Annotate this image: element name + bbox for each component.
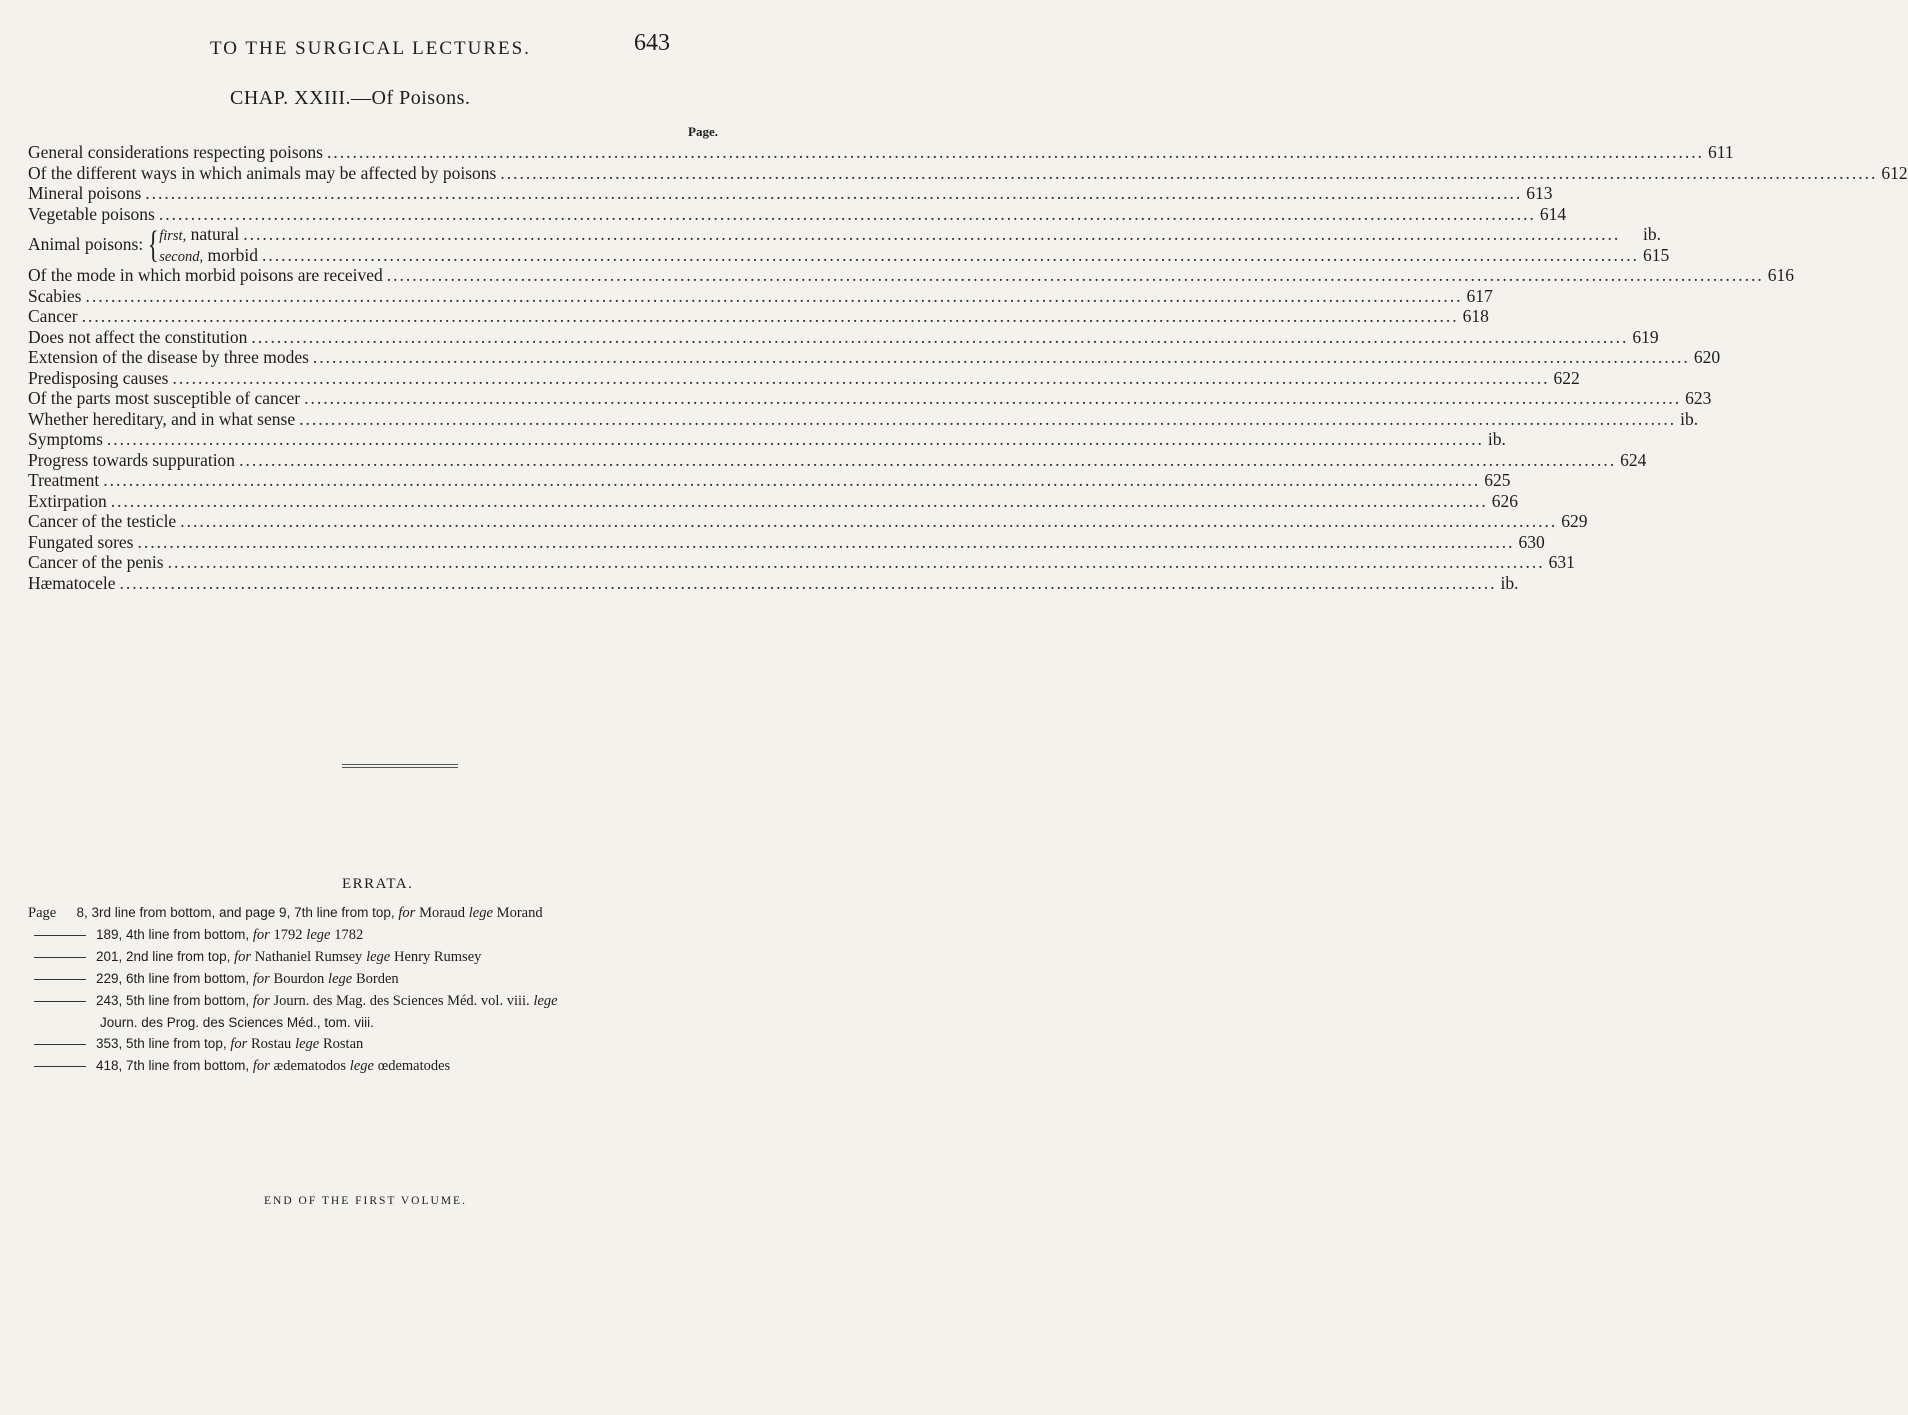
dot-leader [299, 409, 1676, 430]
toc-entry [28, 470, 1511, 491]
toc-entry-page: ib. [1487, 429, 1506, 449]
toc-entry [28, 572, 1519, 594]
ditto-dash [34, 935, 86, 936]
toc-entry-page: ib. [1500, 572, 1519, 593]
dot-leader [239, 450, 1616, 471]
errata-lege: lege [295, 1036, 320, 1052]
toc-entry-page: 619 [1632, 326, 1659, 347]
errata-for: for [230, 1036, 248, 1052]
toc-entry [28, 531, 1545, 553]
toc-entry-page: 614 [1539, 203, 1567, 224]
running-head [0, 24, 800, 64]
page-number: 643 [634, 30, 670, 56]
toc-entry [28, 183, 1553, 204]
toc-entry-label: Progress towards suppuration [28, 449, 236, 470]
toc-entry [28, 429, 1506, 450]
toc-animal-label: Animal poisons: { [28, 223, 159, 266]
toc-entry-page: ib. [1643, 224, 1662, 244]
toc-entry-label: Mineral poisons [28, 183, 142, 203]
errata-location: 353, 5th line from top, [96, 1036, 231, 1051]
dot-leader [119, 573, 1496, 594]
errata-for: for [398, 905, 416, 921]
errata-location: 243, 5th line from bottom, [96, 993, 253, 1008]
toc-entry-label: General considerations respecting poisons [28, 142, 323, 162]
dot-leader [387, 265, 1764, 286]
dot-leader [313, 347, 1690, 368]
errata-continuation: Journ. des Prog. des Sciences Méd., tom. viii. [100, 1015, 374, 1030]
errata-right: œdematodes [377, 1058, 451, 1074]
dot-leader [304, 388, 1681, 409]
toc-entry-page: 620 [1693, 347, 1721, 367]
toc-entry-label: Hæmatocele [28, 572, 116, 593]
errata-lege: lege [366, 949, 391, 965]
toc-entry-label: Cancer [28, 306, 78, 326]
errata-location: 189, 4th line from bottom, [96, 927, 253, 942]
errata-line [28, 990, 788, 1012]
dot-leader [243, 224, 1639, 245]
toc-entry [28, 326, 1659, 348]
toc-entry-page: 629 [1561, 511, 1588, 531]
toc-entry-label: Predisposing causes [28, 367, 169, 388]
errata-wrong: Nathaniel Rumsey [254, 949, 363, 965]
toc-entry-page: 630 [1518, 531, 1545, 552]
toc-entry-page: 626 [1491, 490, 1518, 511]
toc-entry [28, 449, 1647, 471]
toc-entry-page: 623 [1685, 388, 1712, 408]
end-note: END OF THE FIRST VOLUME. [264, 1195, 467, 1207]
dot-leader [262, 245, 1639, 266]
dot-leader [103, 470, 1480, 491]
toc-entry [28, 347, 1721, 368]
toc-entry [28, 265, 1795, 286]
toc-entry-page: 612 [1881, 162, 1908, 183]
toc-entry-page: 611 [1708, 142, 1734, 162]
toc-entry-label: Treatment [28, 470, 100, 490]
toc-entry [28, 490, 1518, 512]
ditto-dash [34, 1001, 86, 1002]
ditto-dash [34, 1044, 86, 1045]
toc-entry-label: Of the mode in which morbid poisons are received [28, 265, 383, 285]
errata-location: 418, 7th line from bottom, [96, 1058, 253, 1073]
errata-wrong: ædematodos [273, 1058, 347, 1074]
toc-entry [28, 408, 1699, 430]
toc-animal-poisons [28, 223, 1670, 266]
dot-leader [500, 163, 1877, 184]
errata-right: 1782 [334, 927, 364, 943]
toc-entry-page: 631 [1548, 552, 1575, 572]
toc-entry-ordinal: first, [159, 228, 187, 244]
toc-entry-ordinal: second, [159, 248, 204, 265]
toc-entry-label: Symptoms [28, 429, 103, 449]
errata-right: Borden [355, 971, 399, 987]
errata-lege: lege [328, 971, 353, 987]
toc-entry [28, 511, 1588, 532]
running-title: TO THE SURGICAL LECTURES. [210, 38, 531, 59]
toc-entry-label: Fungated sores [28, 531, 134, 552]
errata-wrong: Journ. des Mag. des Sciences Méd. vol. viii. [273, 993, 530, 1009]
errata-line [28, 946, 788, 968]
dot-leader [111, 491, 1488, 512]
toc-entry-label: first, natural [159, 224, 240, 244]
dot-leader [145, 183, 1522, 204]
toc-entry-label: Scabies [28, 285, 82, 306]
errata-list [28, 902, 788, 1077]
toc-entry-label: Extension of the disease by three modes [28, 347, 309, 367]
ditto-dash [34, 979, 86, 980]
ditto-dash [34, 1066, 86, 1067]
dot-leader [327, 142, 1704, 163]
errata-lege: lege [468, 905, 493, 921]
toc-entry-page: 624 [1620, 449, 1647, 470]
errata-location: 201, 2nd line from top, [96, 949, 235, 964]
errata-line [28, 1033, 788, 1055]
dot-leader [107, 429, 1484, 450]
dot-leader [85, 286, 1462, 307]
errata-right: Henry Rumsey [394, 949, 482, 965]
dot-leader [82, 306, 1459, 327]
toc-entry-label: Cancer of the penis [28, 552, 164, 572]
brace-icon: { [148, 223, 159, 266]
toc-entry [28, 388, 1712, 409]
toc-entry-label: second, morbid [159, 244, 259, 265]
errata-for: for [252, 927, 270, 943]
errata-line [28, 1055, 788, 1077]
dot-leader [172, 368, 1549, 389]
page-column-heading: Page. [688, 124, 718, 139]
toc-entry [28, 367, 1580, 389]
toc-entry-label: Of the different ways in which animals may be affected by poisons [28, 162, 497, 183]
errata-page-word: Page [28, 905, 57, 921]
errata-wrong: Moraud [419, 905, 465, 921]
errata-line [28, 968, 788, 990]
errata-location: 229, 6th line from bottom, [96, 971, 253, 986]
dot-leader [168, 552, 1545, 573]
toc-entry [28, 552, 1575, 573]
dot-leader [137, 532, 1514, 553]
errata-wrong: Rostau [251, 1036, 292, 1052]
toc-entry-label: Extirpation [28, 490, 107, 511]
toc-entry-page: 622 [1553, 367, 1580, 388]
errata-line [28, 924, 788, 946]
toc-entry [28, 306, 1489, 327]
errata-for: for [252, 993, 270, 1009]
toc-entry [28, 203, 1567, 225]
toc-entry-page: 618 [1462, 306, 1489, 326]
toc-entry-page: 615 [1643, 244, 1670, 265]
section-divider [342, 764, 458, 768]
toc-entry-label: Vegetable poisons [28, 203, 155, 224]
toc-entry-label: Whether hereditary, and in what sense [28, 408, 296, 429]
errata-wrong: Bourdon [273, 971, 325, 987]
errata-wrong: 1792 [273, 927, 303, 943]
errata-location: 8, 3rd line from bottom, and page 9, 7th line from top, [76, 905, 399, 920]
toc-entry-page: 616 [1767, 265, 1795, 285]
errata-for: for [252, 971, 270, 987]
toc-entry [28, 142, 1734, 163]
toc-entry-label: Does not affect the constitution [28, 326, 248, 347]
toc-entry-label: Cancer of the testicle [28, 511, 177, 531]
errata-lege: lege [349, 1058, 374, 1074]
errata-line [28, 902, 788, 924]
toc-entry [28, 162, 1908, 184]
toc-entry-label: Of the parts most susceptible of cancer [28, 388, 301, 408]
toc-entry [159, 245, 1683, 266]
toc-entry-page: 617 [1466, 285, 1493, 306]
toc-entry-page: 613 [1526, 183, 1553, 203]
toc-entry-page: 625 [1484, 470, 1511, 490]
errata-right: Rostan [322, 1036, 364, 1052]
errata-title: ERRATA. [342, 876, 414, 892]
errata-for: for [252, 1058, 270, 1074]
table-of-contents [28, 142, 1908, 593]
dot-leader [251, 327, 1628, 348]
errata-for: for [234, 949, 252, 965]
dot-leader [180, 511, 1557, 532]
toc-entry-page: ib. [1680, 408, 1699, 429]
chapter-title: CHAP. XXIII.—Of Poisons. [230, 87, 471, 109]
ditto-dash [34, 957, 86, 958]
errata-lege: lege [533, 993, 558, 1009]
toc-entry [159, 224, 1683, 245]
toc-entry [28, 285, 1493, 307]
errata-right: Morand [496, 905, 543, 921]
errata-lege: lege [306, 927, 331, 943]
dot-leader [159, 204, 1536, 225]
